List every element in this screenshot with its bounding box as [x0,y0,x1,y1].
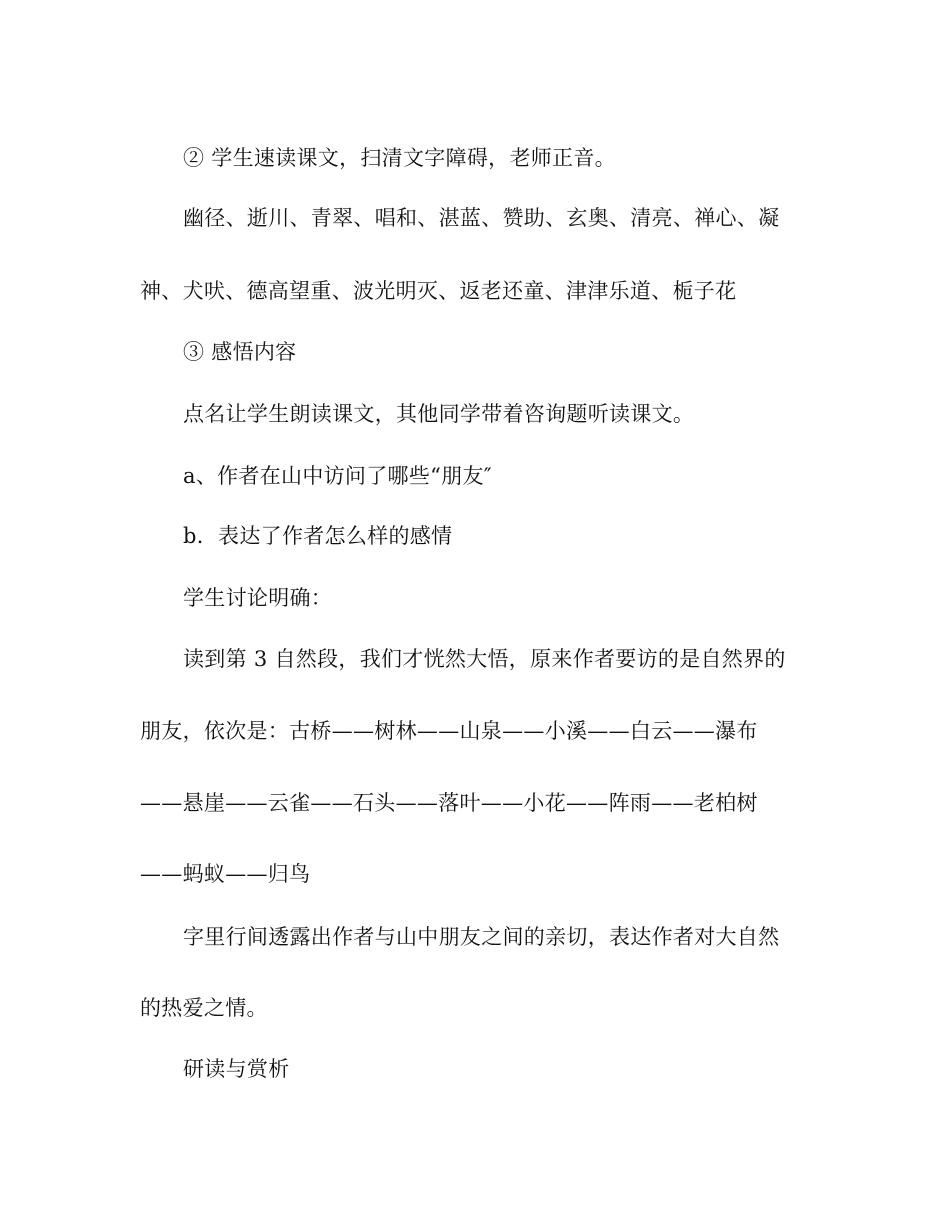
question-b: b．表达了作者怎么样的感情 [183,524,453,548]
paragraph-reading-task: 点名让学生朗读课文，其他同学带着咨询题听读课文。 [183,402,695,426]
paragraph-friends-2: 朋友，依次是：古桥——树林——山泉——小溪——白云——瀑布 [140,719,758,743]
paragraph-friends-1: 读到第 3 自然段，我们才恍然大悟，原来作者要访的是自然界的 [183,647,786,671]
paragraph-friends-4: ——蚂蚁——归鸟 [140,862,311,886]
section-heading: 研读与赏析 [183,1057,290,1081]
vocabulary-line-2: 神、犬吠、德高望重、波光明灭、返老还童、津津乐道、栀子花 [140,279,737,303]
discussion-heading: 学生讨论明确： [183,586,333,610]
paragraph-friends-3: ——悬崖——云雀——石头——落叶——小花——阵雨——老柏树 [140,791,758,815]
question-a: a、作者在山中访问了哪些“朋友″ [183,464,492,488]
paragraph-step-3: ③ 感悟内容 [183,340,297,364]
paragraph-summary-1: 字里行间透露出作者与山中朋友之间的亲切，表达作者对大自然 [183,925,780,949]
vocabulary-line-1: 幽径、逝川、青翠、唱和、湛蓝、赞助、玄奥、清亮、禅心、凝 [183,206,780,230]
paragraph-summary-2: 的热爱之情。 [140,996,268,1020]
paragraph-step-2: ② 学生速读课文，扫清文字障碍，老师正音。 [183,146,616,170]
